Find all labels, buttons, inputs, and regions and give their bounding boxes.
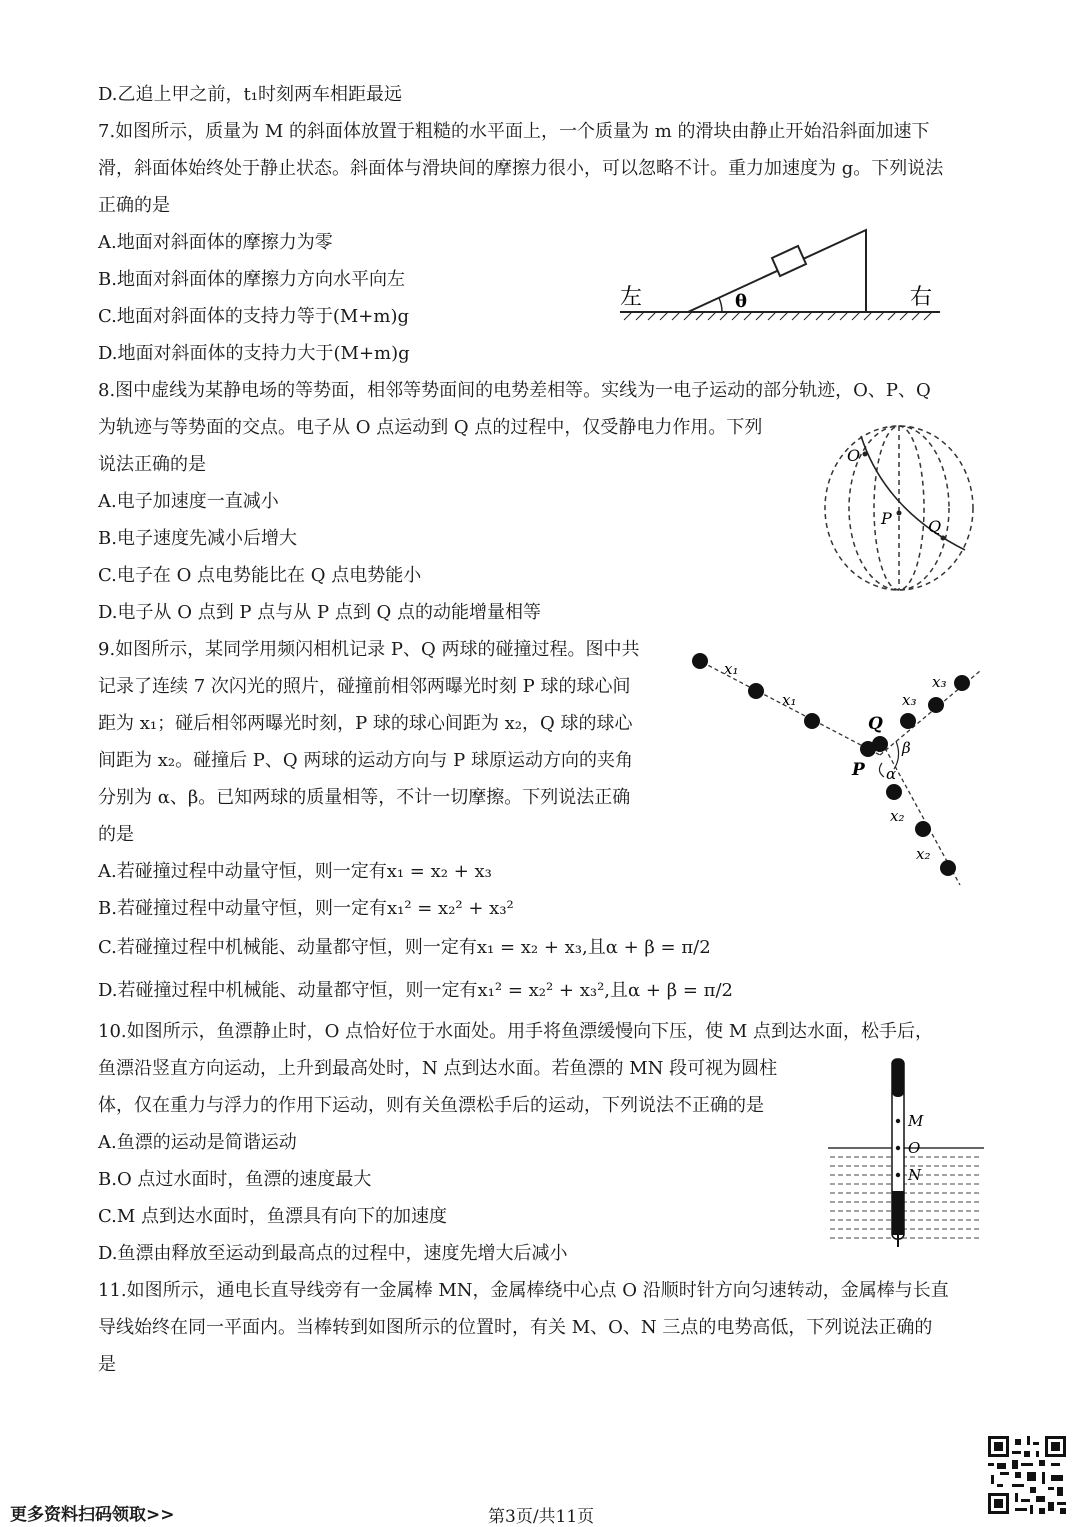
q10-stem: 10.如图所示，鱼漂静止时，O 点恰好位于水面处。用手将鱼漂缓慢向下压，使 M 点到达水面，松手后， xyxy=(98,1021,933,1042)
x3-label: x₃ xyxy=(902,691,917,709)
qr-code-icon xyxy=(988,1436,1066,1514)
x1-label: x₁ xyxy=(782,691,797,709)
q10-stem: 体，仅在重力与浮力的作用下运动，则有关鱼漂松手后的运动，下列说法不正确的是 xyxy=(98,1095,764,1116)
q11-stem: 导线始终在同一平面内。当棒转到如图所示的位置时，有关 M、O、N 三点的电势高低，下列说法正确的 xyxy=(98,1317,933,1338)
q9-option-d: D.若碰撞过程中机械能、动量都守恒，则一定有x₁² = x₂² + x₃²,且α + β = π/2 xyxy=(98,980,733,1001)
footer-promo-text: 更多资料扫码领取>> xyxy=(10,1505,175,1525)
angle-label: θ xyxy=(735,291,748,312)
ball-p-label: P xyxy=(852,760,865,780)
q10-option-a: A.鱼漂的运动是简谐运动 xyxy=(98,1132,297,1153)
q9-option-a: A.若碰撞过程中动量守恒，则一定有x₁ = x₂ + x₃ xyxy=(98,861,492,882)
page-number: 第3页/共11页 xyxy=(488,1507,595,1527)
q9-option-c: C.若碰撞过程中机械能、动量都守恒，则一定有x₁ = x₂ + x₃,且α + β = π/2 xyxy=(98,937,711,958)
q7-stem: 7.如图所示，质量为 M 的斜面体放置于粗糙的水平面上，一个质量为 m 的滑块由静止开始沿斜面加速下 xyxy=(98,121,930,142)
q9-stem: 间距为 x₂。碰撞后 P、Q 两球的运动方向与 P 球原运动方向的夹角 xyxy=(98,750,633,771)
q9-stem: 9.如图所示，某同学用频闪相机记录 P、Q 两球的碰撞过程。图中共 xyxy=(98,639,640,660)
q8-stem: 为轨迹与等势面的交点。电子从 O 点运动到 Q 点的过程中，仅受静电力作用。下列 xyxy=(98,417,763,438)
text-line: D.乙追上甲之前，t₁时刻两车相距最远 xyxy=(98,84,402,105)
q10-stem: 鱼漂沿竖直方向运动，上升到最高处时，N 点到达水面。若鱼漂的 MN 段可视为圆柱 xyxy=(98,1058,778,1079)
q7-option-c: C.地面对斜面体的支持力等于(M+m)g xyxy=(98,306,409,327)
point-m-label: M xyxy=(908,1112,924,1130)
q8-equipotential-figure xyxy=(815,420,985,595)
q8-stem: 说法正确的是 xyxy=(98,454,206,475)
q9-option-b: B.若碰撞过程中动量守恒，则一定有x₁² = x₂² + x₃² xyxy=(98,898,514,919)
q10-option-c: C.M 点到达水面时，鱼漂具有向下的加速度 xyxy=(98,1206,448,1227)
q11-stem: 11.如图所示，通电长直导线旁有一金属棒 MN，金属棒绕中心点 O 沿顺时针方向匀速转动，金属棒与长直 xyxy=(98,1280,949,1301)
q10-option-b: B.O 点过水面时，鱼漂的速度最大 xyxy=(98,1169,372,1190)
alpha-label: α xyxy=(886,765,897,783)
x3-label: x₃ xyxy=(932,673,947,691)
right-label: 右 xyxy=(910,285,933,310)
q7-option-b: B.地面对斜面体的摩擦力方向水平向左 xyxy=(98,269,405,290)
q8-option-c: C.电子在 O 点电势能比在 Q 点电势能小 xyxy=(98,565,422,586)
point-n-label: N xyxy=(908,1166,922,1184)
q7-stem: 正确的是 xyxy=(98,195,170,216)
left-label: 左 xyxy=(620,285,643,310)
q8-option-a: A.电子加速度一直减小 xyxy=(98,491,279,512)
beta-label: β xyxy=(902,739,911,757)
q9-collision-figure xyxy=(680,645,990,890)
q9-stem: 分别为 α、β。已知两球的质量相等，不计一切摩擦。下列说法正确 xyxy=(98,787,631,808)
q9-stem: 的是 xyxy=(98,824,134,845)
x2-label: x₂ xyxy=(890,807,905,825)
q7-incline-figure xyxy=(610,220,950,340)
q10-option-d: D.鱼漂由释放至运动到最高点的过程中，速度先增大后减小 xyxy=(98,1243,568,1264)
q7-stem: 滑，斜面体始终处于静止状态。斜面体与滑块间的摩擦力很小，可以忽略不计。重力加速度为 g。下列说法 xyxy=(98,158,944,179)
q10-float-figure xyxy=(826,1055,986,1250)
x1-label: x₁ xyxy=(724,660,739,678)
point-o-label: O xyxy=(847,446,861,465)
ball-q-label: Q xyxy=(868,714,883,734)
q8-option-d: D.电子从 O 点到 P 点与从 P 点到 Q 点的动能增量相等 xyxy=(98,602,542,623)
q7-option-a: A.地面对斜面体的摩擦力为零 xyxy=(98,232,333,253)
x2-label: x₂ xyxy=(916,845,931,863)
q9-stem: 距为 x₁；碰后相邻两曝光时刻，P 球的球心间距为 x₂，Q 球的球心 xyxy=(98,713,633,734)
q11-stem: 是 xyxy=(98,1354,116,1375)
q8-stem: 8.图中虚线为某静电场的等势面，相邻等势面间的电势差相等。实线为一电子运动的部分轨迹，O、P、Q xyxy=(98,380,931,401)
q7-option-d: D.地面对斜面体的支持力大于(M+m)g xyxy=(98,343,410,364)
q9-stem: 记录了连续 7 次闪光的照片，碰撞前相邻两曝光时刻 P 球的球心间 xyxy=(98,676,631,697)
q8-option-b: B.电子速度先减小后增大 xyxy=(98,528,297,549)
point-o-label: O xyxy=(908,1139,921,1157)
point-q-label: Q xyxy=(928,517,942,536)
point-p-label: P xyxy=(881,509,892,528)
